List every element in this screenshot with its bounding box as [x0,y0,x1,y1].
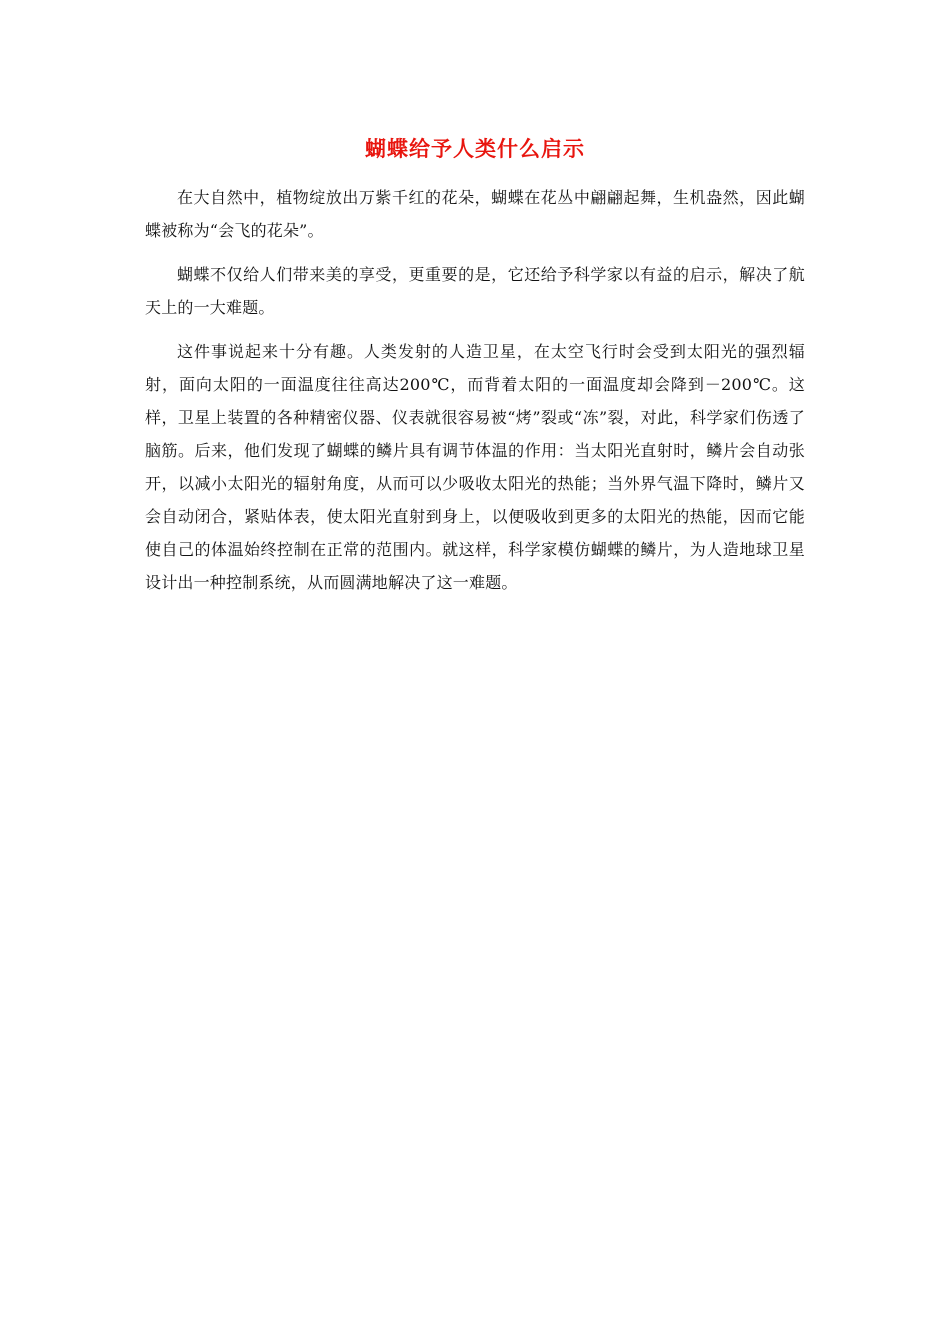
document-body [145,181,805,610]
paragraph: 这件事说起来十分有趣。人类发射的人造卫星，在太空飞行时会受到太阳光的强烈辐射，面向太阳的一面温度往往高达200℃，而背着太阳的一面温度却会降到－200℃。这样，卫星上装置的各种精密仪器、仪表就很容易被“烤”裂或“冻”裂，对此，科学家们伤透了脑筋。后来，他们发现了蝴蝶的鳞片具有调节体温的作用：当太阳光直射时，鳞片会自动张开，以减小太阳光的辐射角度，从而可以少吸收太阳光的热能；当外界气温下降时，鳞片又会自动闭合，紧贴体表，使太阳光直射到身上，以便吸收到更多的太阳光的热能，因而它能使自己的体温始终控制在正常的范围内。就这样，科学家模仿蝴蝶的鳞片，为人造地球卫星设计出一种控制系统，从而圆满地解决了这一难题。 [145,342,805,592]
paragraph: 蝴蝶不仅给人们带来美的享受，更重要的是，它还给予科学家以有益的启示，解决了航天上的一大难题。 [145,265,805,317]
paragraph: 在大自然中，植物绽放出万紫千红的花朵，蝴蝶在花丛中翩翩起舞，生机盎然，因此蝴蝶被称为“会飞的花朵”。 [145,188,805,240]
document-title: 蝴蝶给予人类什么启示 [365,136,585,161]
